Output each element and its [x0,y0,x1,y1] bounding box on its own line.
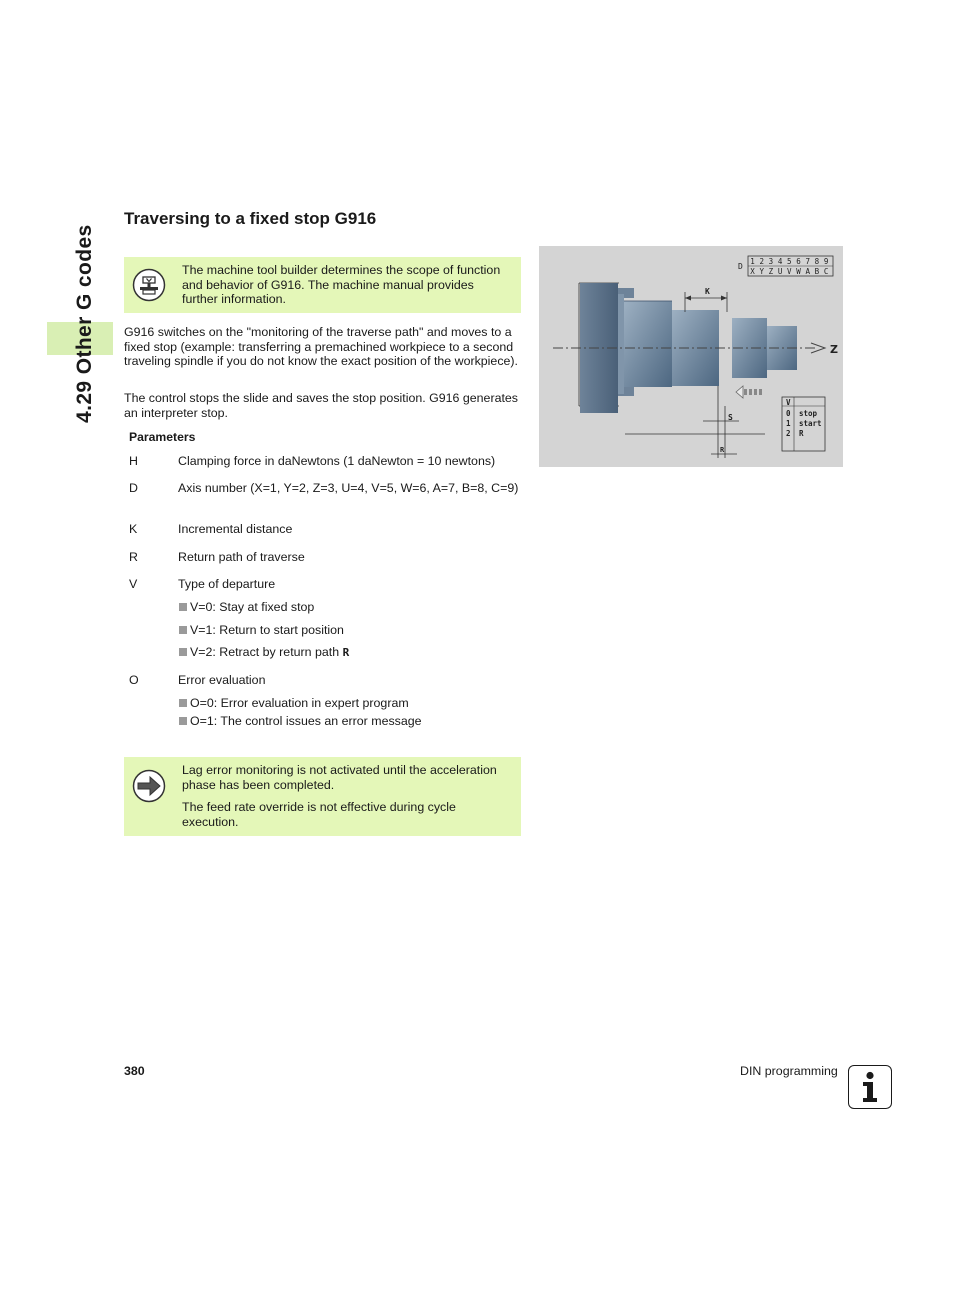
parameter-key: D [129,481,138,495]
info-icon [848,1065,892,1109]
parameter-desc: Axis number (X=1, Y=2, Z=3, U=4, V=5, W=6, A=7, B=8, C=9) [178,481,519,495]
bullet-square-icon [179,717,187,725]
parameter-key: R [129,550,138,564]
d-table-number: 1 [750,257,755,266]
direction-arrow-icon [736,386,743,398]
page-number: 380 [124,1064,145,1078]
d-table-number: 4 [777,257,783,266]
dimension-k-label: K [705,287,710,296]
list-item: V=0: Stay at fixed stop [179,600,314,614]
list-item: O=1: The control issues an error message [179,714,422,728]
d-table-number: 6 [796,257,801,266]
body-paragraph-2: The control stops the slide and saves the stop position. G916 generates an interpreter stop. [124,391,518,420]
bullet-square-icon [179,626,187,634]
list-item: V=1: Return to start position [179,623,344,637]
fixed-stop-illustration [539,246,843,467]
parameter-desc: Error evaluation [178,673,266,687]
machine-note-text: The machine tool builder determines the scope of function and behavior of G916. The machine manual provides further information. [182,263,501,306]
d-table-number: 7 [805,257,810,266]
footer-title: DIN programming [740,1064,838,1078]
parameter-desc: Return path of traverse [178,550,305,564]
d-table-number: 2 [759,257,764,266]
d-table-label: D [738,262,743,271]
d-table-axis: V [787,267,792,276]
workpiece-shape [624,301,672,387]
machine-manual-icon [132,268,166,302]
d-table-axis: C [823,267,829,276]
d-table-axis: X [750,267,755,276]
machine-note [124,257,521,313]
d-table-axis: B [814,267,820,276]
d-table-axis: U [777,267,783,276]
parameter-key: O [129,673,139,687]
override-note-line: The feed rate override is not effective during cycle execution. [182,800,456,829]
v-table-cell: start [799,419,822,428]
d-table-number: 5 [787,257,792,266]
dimension-r-label: R [720,446,725,454]
v-table-cell: 2 [786,429,791,438]
parameter-desc: Incremental distance [178,522,293,536]
dimension-s-label: S [728,413,733,422]
body-paragraph-1: G916 switches on the "monitoring of the traverse path" and moves to a fixed stop (example: transferring a premachined workpiece to a second traveling spindle if you do not know the exact position of the workpiece). [124,325,518,368]
parameter-desc: Type of departure [178,577,276,591]
d-table-axis: W [796,267,801,276]
d-table-number: 8 [814,257,820,266]
lag-error-note [124,757,521,836]
d-table-axis: A [805,267,810,276]
v-table-cell: 0 [786,409,791,418]
lag-error-note-line: Lag error monitoring is not activated until the acceleration phase has been completed. [182,763,497,792]
v-table-cell: 1 [786,419,791,428]
list-item: O=0: Error evaluation in expert program [179,696,409,710]
parameter-key: K [129,522,138,536]
arrow-right-icon [132,769,166,803]
parameter-key: H [129,454,138,468]
v-table-header: V [786,398,791,407]
parameter-desc: Clamping force in daNewtons (1 daNewton = 10 newtons) [178,454,496,468]
v-table-cell: stop [799,409,818,418]
axis-z-label: Z [830,343,838,356]
fixed-stop-diagram [539,246,843,467]
return-path-letter: R [342,646,350,659]
bullet-square-icon [179,603,187,611]
chapter-tab-title: 4.29 Other G codes [73,224,96,423]
v-table-cell: R [799,429,804,438]
bullet-square-icon [179,648,187,656]
section-title: Traversing to a fixed stop G916 [124,209,377,228]
d-table-number: 9 [823,257,829,266]
parameters-heading: Parameters [129,430,196,444]
d-table-axis: Y [759,267,764,276]
d-table-axis: Z [768,267,774,276]
d-table-number: 3 [768,257,774,266]
list-item: V=2: Retract by return path R [179,645,349,660]
bullet-square-icon [179,699,187,707]
parameter-key: V [129,577,138,591]
